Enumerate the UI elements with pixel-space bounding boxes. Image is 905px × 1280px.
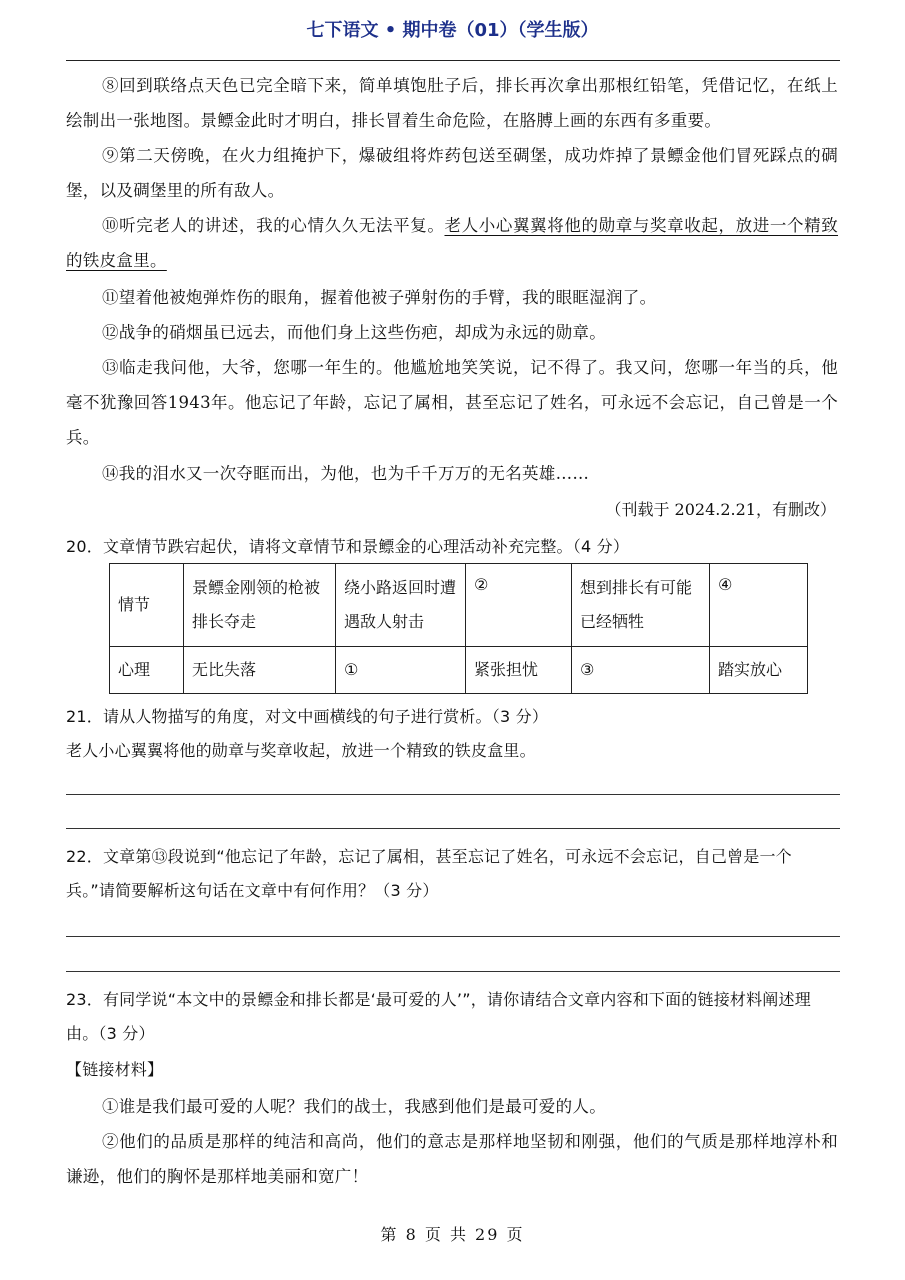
paragraph-13: ⑬临走我问他，大爷，您哪一年生的。他尴尬地笑笑说，记不得了。我又问，您哪一年当的兵，他毫不犹豫回答1943年。他忘记了年龄，忘记了属相，甚至忘记了姓名，可永远不会忘记，自己曾是一个兵。 [66,358,838,447]
paragraph-11: ⑪望着他被炮弹炸伤的眼角，握着他被子弹射伤的手臂，我的眼眶湿润了。 [102,288,657,307]
plot-cell-4: 想到排长有可能已经牺牲 [572,564,710,647]
table-row [110,564,808,647]
link-material-1: ①谁是我们最可爱的人呢？我们的战士，我感到他们是最可爱的人。 [102,1097,606,1116]
answer-line[interactable] [66,936,840,937]
page-header-title: 七下语文 • 期中卷（01）（学生版） [306,20,599,41]
mind-cell-5: 踏实放心 [710,647,808,694]
row-label-mind: 心理 [110,647,184,694]
answer-line[interactable] [66,828,840,829]
plot-cell-2: 绕小路返回时遭遇敌人射击 [336,564,466,647]
question-21: 21．请从人物描写的角度，对文中画横线的句子进行赏析。（3 分） [66,707,549,726]
header-divider [66,60,840,61]
answer-line[interactable] [66,794,840,795]
plot-blank-2[interactable]: ② [466,564,572,647]
article-source: （刊载于 2024.2.21，有删改） [605,500,836,519]
mind-blank-1[interactable]: ① [336,647,466,694]
row-label-plot: 情节 [110,564,184,647]
plot-cell-1: 景鳔金刚领的枪被排长夺走 [184,564,336,647]
paragraph-14: ⑭我的泪水又一次夺眶而出，为他，也为千千万万的无名英雄…… [102,464,590,483]
question-21-quote: 老人小心翼翼将他的勋章与奖章收起，放进一个精致的铁皮盒里。 [66,741,536,760]
link-material-2: ②他们的品质是那样的纯洁和高尚，他们的意志是那样地坚韧和刚强，他们的气质是那样地淳朴和谦逊，他们的胸怀是那样地美丽和宽广！ [66,1132,838,1186]
paragraph-8: ⑧回到联络点天色已完全暗下来，简单填饱肚子后，排长再次拿出那根红铅笔，凭借记忆，在纸上绘制出一张地图。景鳔金此时才明白，排长冒着生命危险，在胳膊上画的东西有多重要。 [66,76,838,130]
table-row [110,647,808,694]
paragraph-10-text: ⑩听完老人的讲述，我的心情久久无法平复。 [102,216,445,235]
question-22: 22．文章第⑬段说到“他忘记了年龄，忘记了属相，甚至忘记了姓名，可永远不会忘记，自己曾是一个兵。”请简要解析这句话在文章中有何作用？（3 分） [66,847,792,900]
plot-blank-4[interactable]: ④ [710,564,808,647]
question-23: 23．有同学说“本文中的景鳔金和排长都是‘最可爱的人’”，请你请结合文章内容和下面的链接材料阐述理由。（3 分） [66,990,811,1043]
link-material-title: 【链接材料】 [66,1060,164,1079]
underlined-sentence: 老人小心翼翼将他的勋章与奖章收起，放进一个精致的铁皮盒里。 [66,216,839,270]
mind-cell-3: 紧张担忧 [466,647,572,694]
page-number: 第 8 页 共 29 页 [380,1225,525,1244]
plot-psychology-table [109,563,808,694]
mind-cell-1: 无比失落 [184,647,336,694]
paragraph-10 [66,208,838,278]
mind-blank-3[interactable]: ③ [572,647,710,694]
question-20: 20．文章情节跌宕起伏，请将文章情节和景鳔金的心理活动补充完整。（4 分） [66,537,630,556]
paragraph-12: ⑫战争的硝烟虽已远去，而他们身上这些伤疤，却成为永远的勋章。 [102,323,606,342]
paragraph-9: ⑨第二天傍晚，在火力组掩护下，爆破组将炸药包送至碉堡，成功炸掉了景鳔金他们冒死踩点的碉堡，以及碉堡里的所有敌人。 [66,146,838,200]
answer-line[interactable] [66,971,840,972]
